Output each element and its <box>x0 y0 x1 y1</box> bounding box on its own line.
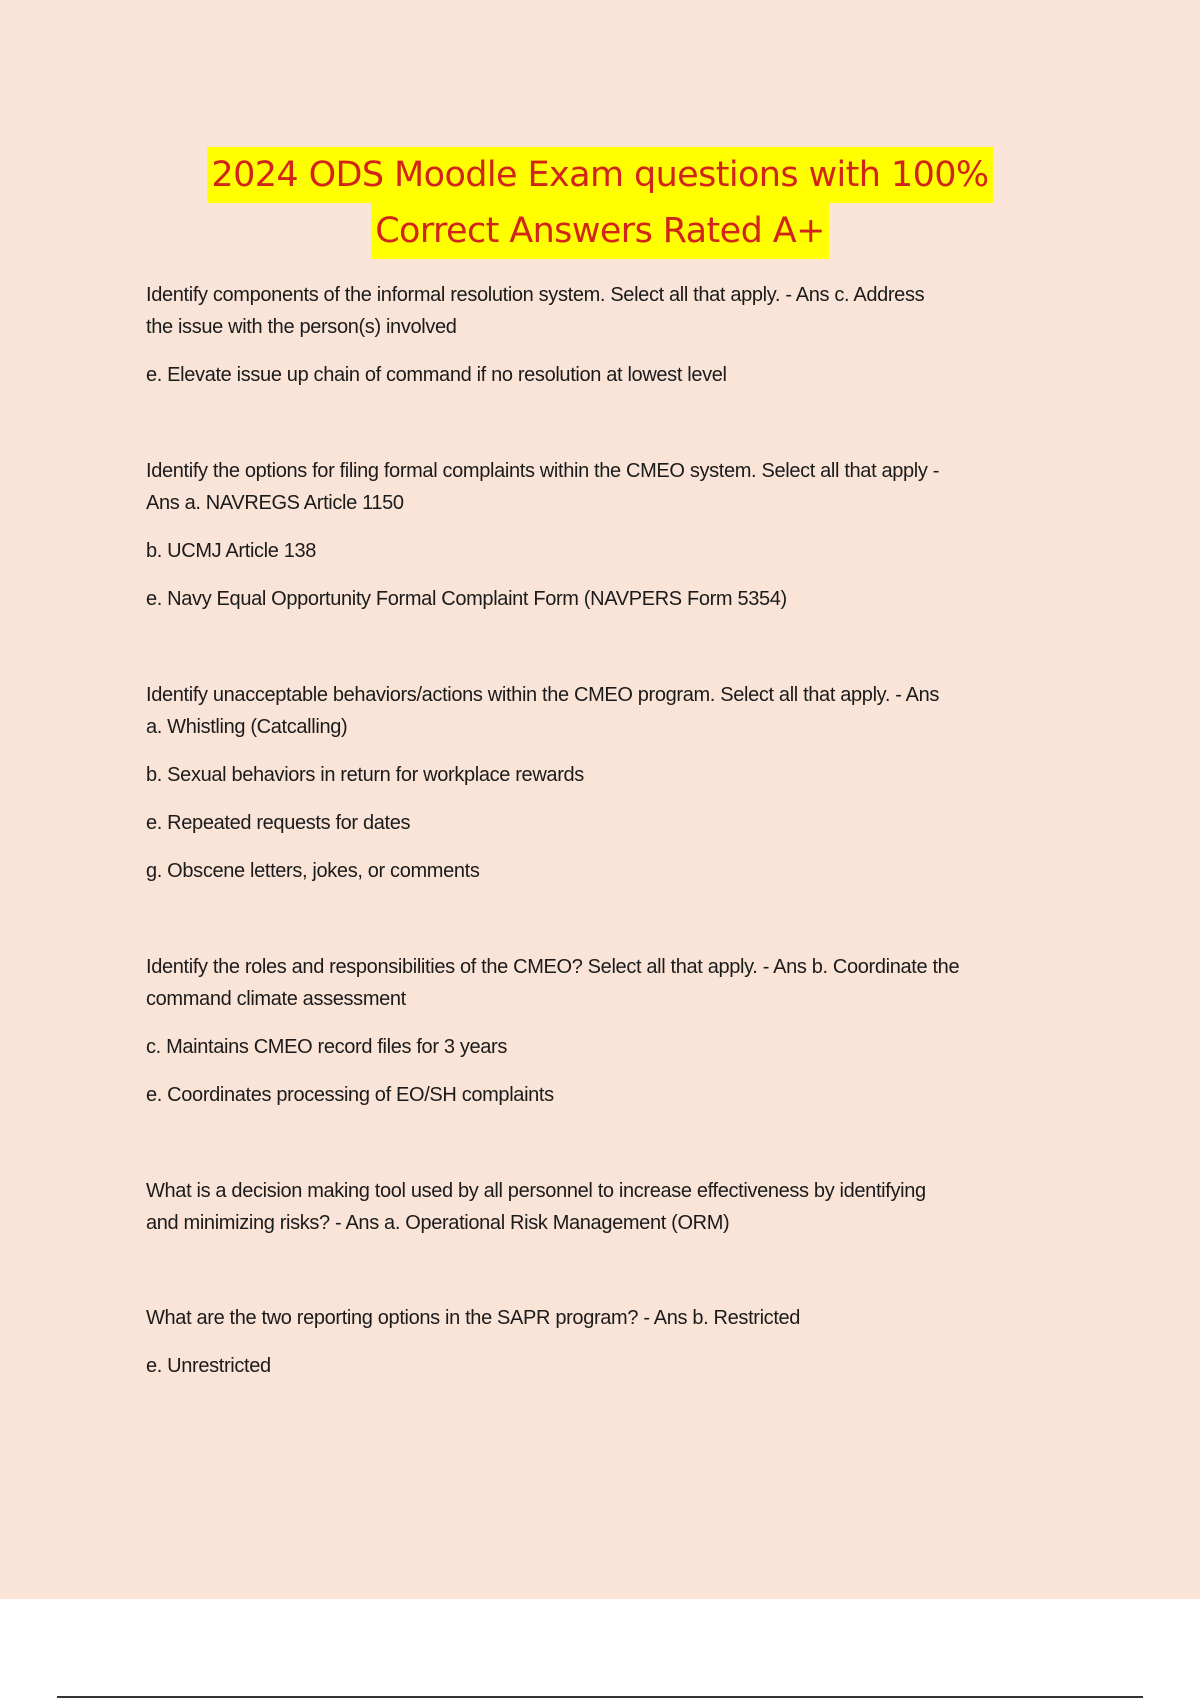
question-text: Ans a. NAVREGS Article 1150 <box>146 492 404 514</box>
answer-option: b. UCMJ Article 138 <box>146 540 317 562</box>
answer-option: e. Coordinates processing of EO/SH complaints <box>146 1084 554 1106</box>
question-block-3 <box>146 679 939 887</box>
question-block-5 <box>146 1175 926 1239</box>
footer-divider <box>57 1696 1143 1698</box>
question-text: the issue with the person(s) involved <box>146 316 457 338</box>
question-text: and minimizing risks? - Ans a. Operational Risk Management (ORM) <box>146 1212 730 1234</box>
answer-option: e. Elevate issue up chain of command if no resolution at lowest level <box>146 364 727 386</box>
question-text: command climate assessment <box>146 988 406 1010</box>
question-text: Identify components of the informal resolution system. Select all that apply. - Ans c. Address <box>146 284 925 306</box>
question-text: What are the two reporting options in the SAPR program? - Ans b. Restricted <box>146 1307 801 1329</box>
question-text: Identify unacceptable behaviors/actions within the CMEO program. Select all that apply. - Ans <box>146 684 940 706</box>
question-block-4 <box>146 951 959 1111</box>
answer-option: e. Navy Equal Opportunity Formal Complaint Form (NAVPERS Form 5354) <box>146 588 787 610</box>
answer-option: e. Unrestricted <box>146 1355 271 1377</box>
question-text: a. Whistling (Catcalling) <box>146 716 348 738</box>
question-text: What is a decision making tool used by all personnel to increase effectiveness by identifying <box>146 1180 926 1202</box>
question-text: Identify the options for filing formal complaints within the CMEO system. Select all that apply - <box>146 460 940 482</box>
answer-option: e. Repeated requests for dates <box>146 812 411 834</box>
title-line-1: 2024 ODS Moodle Exam questions with 100% <box>207 147 992 203</box>
answer-option: c. Maintains CMEO record files for 3 years <box>146 1036 507 1058</box>
answer-option: b. Sexual behaviors in return for workplace rewards <box>146 764 584 786</box>
title-line-2: Correct Answers Rated A+ <box>371 203 829 259</box>
question-block-6 <box>146 1302 800 1382</box>
question-block-2 <box>146 455 939 615</box>
answer-option: g. Obscene letters, jokes, or comments <box>146 860 480 882</box>
question-block-1 <box>146 279 924 391</box>
question-text: Identify the roles and responsibilities of the CMEO? Select all that apply. - Ans b. Coordinate the <box>146 956 960 978</box>
document-title <box>0 147 1200 259</box>
